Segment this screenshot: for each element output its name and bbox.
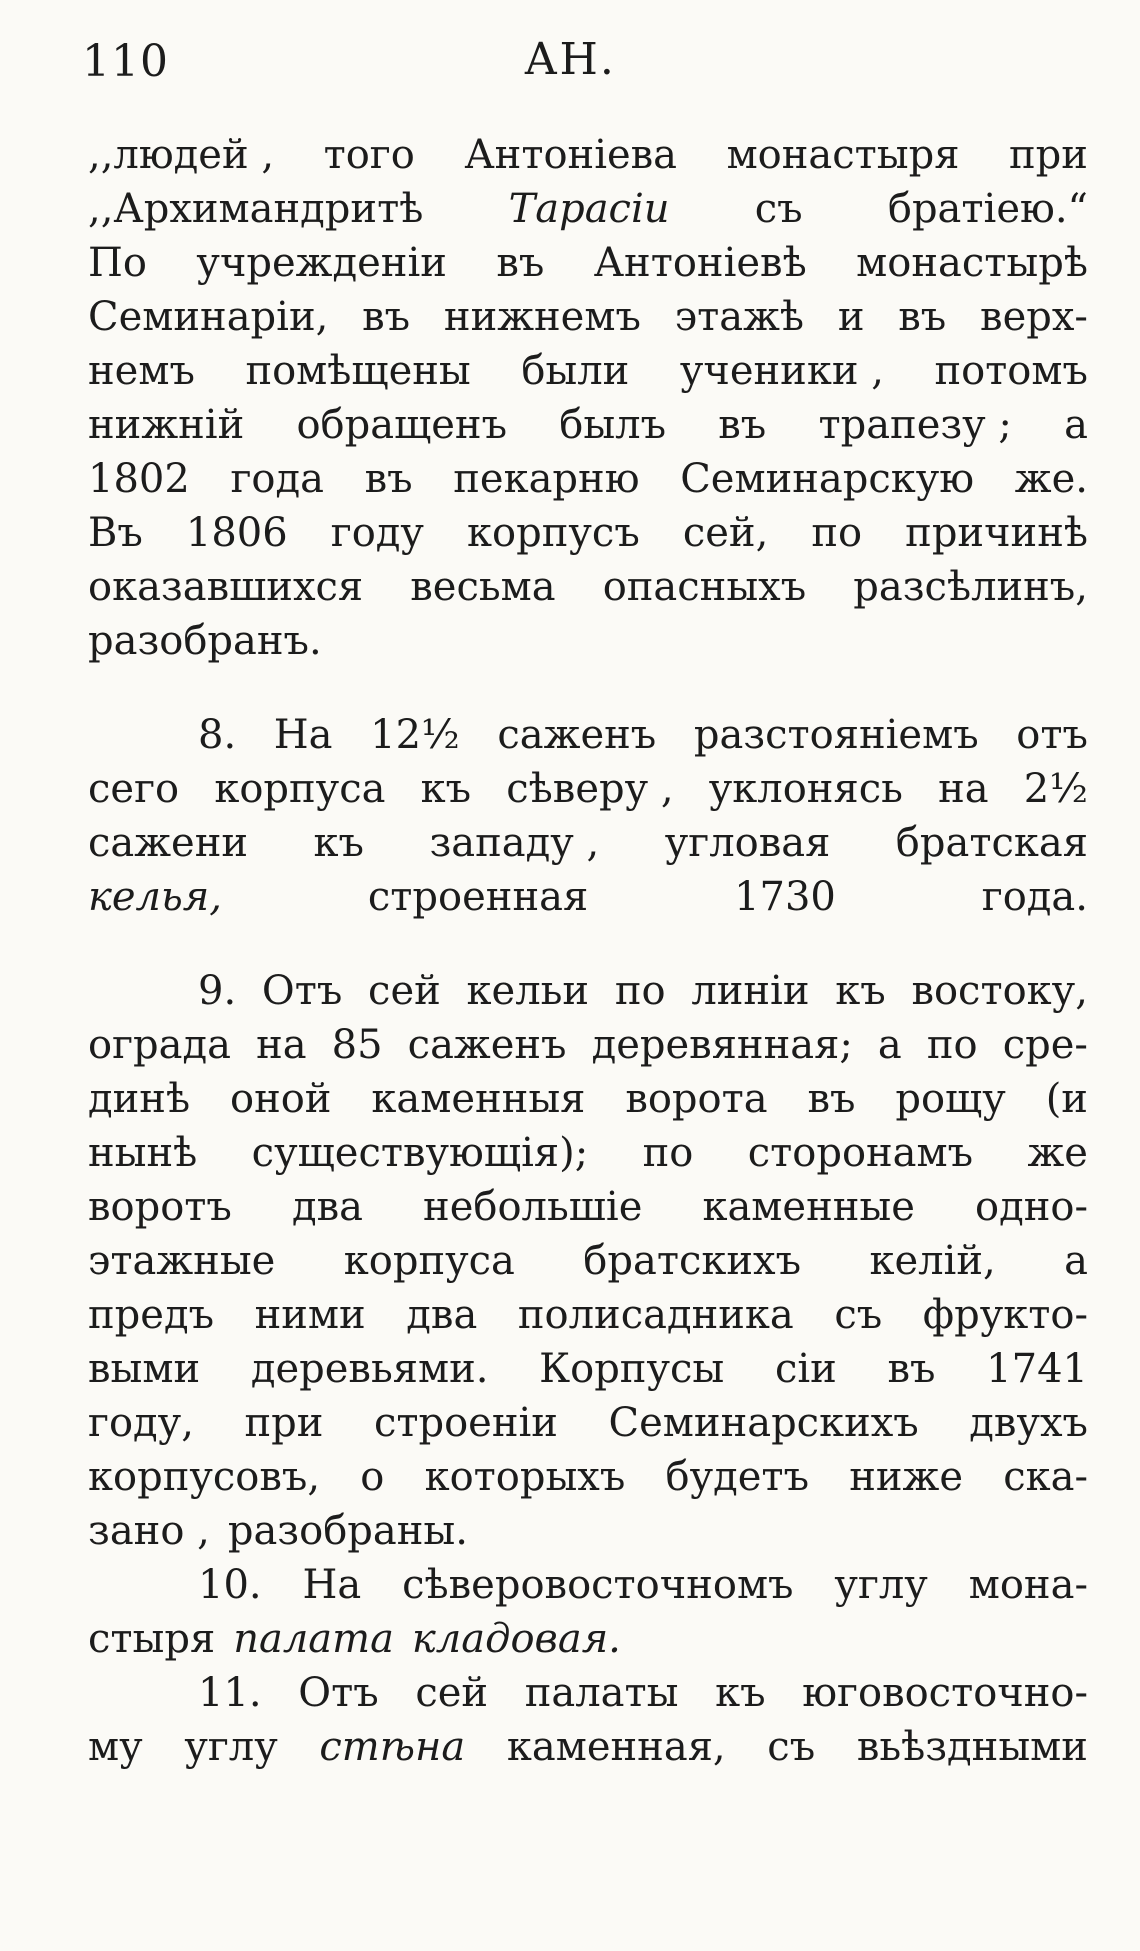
word: юговосточно- xyxy=(802,1670,1088,1716)
word: сей xyxy=(415,1670,489,1716)
text-line xyxy=(88,1072,1088,1126)
text-line xyxy=(88,964,1088,1018)
word: при xyxy=(244,1400,324,1446)
text-line xyxy=(88,1018,1088,1072)
text-line xyxy=(88,1234,1088,1288)
word: о xyxy=(360,1454,385,1500)
word: углу xyxy=(834,1562,928,1608)
word: учрежденіи xyxy=(196,240,447,286)
word: въ xyxy=(887,1346,936,1392)
word: деревьями. xyxy=(250,1346,489,1392)
word: обращенъ xyxy=(296,402,508,448)
word: сей xyxy=(368,968,441,1014)
word: На xyxy=(273,712,333,758)
word: при xyxy=(1009,132,1088,178)
word: палаты xyxy=(524,1670,679,1716)
word: Семинарскую xyxy=(680,456,975,502)
word: палата xyxy=(233,1616,394,1662)
word: нижній xyxy=(88,402,245,448)
text-line xyxy=(88,452,1088,506)
word: угловая xyxy=(664,820,831,866)
word: 1741 xyxy=(986,1346,1088,1392)
word: ними xyxy=(254,1292,366,1338)
word: 2½ xyxy=(1023,766,1088,812)
word: кладовая. xyxy=(411,1616,621,1662)
text-line xyxy=(88,816,1088,870)
word: фрукто- xyxy=(922,1292,1088,1338)
word: въ xyxy=(364,456,413,502)
word: съ xyxy=(834,1292,883,1338)
word: стыря xyxy=(88,1616,216,1662)
word: каменная, xyxy=(506,1724,726,1770)
word: Антоніевѣ xyxy=(593,240,807,286)
text-line xyxy=(88,128,1088,182)
text-line xyxy=(88,236,1088,290)
word: пекарню xyxy=(453,456,640,502)
word: братіею.“ xyxy=(887,186,1088,232)
paragraph xyxy=(88,708,1088,924)
word: оказавшихся xyxy=(88,564,364,610)
word: монастырѣ xyxy=(856,240,1088,286)
text-line xyxy=(88,708,1088,762)
word: въ xyxy=(362,294,411,340)
word: ученики , xyxy=(679,348,884,394)
word: причинѣ xyxy=(905,510,1088,556)
word: по xyxy=(811,510,863,556)
word: а xyxy=(877,1022,902,1068)
word: оной xyxy=(229,1076,332,1122)
word: съ xyxy=(767,1724,816,1770)
word: 85 xyxy=(331,1022,383,1068)
word: этажные xyxy=(88,1238,276,1284)
word: ограда xyxy=(88,1022,231,1068)
word: кельи xyxy=(466,968,590,1014)
word: въ xyxy=(898,294,947,340)
word: строенная xyxy=(367,874,589,920)
word: братскихъ xyxy=(583,1238,802,1284)
word: му xyxy=(88,1724,143,1770)
word: былъ xyxy=(559,402,667,448)
word: стѣна xyxy=(319,1724,466,1770)
word: Корпусы xyxy=(539,1346,725,1392)
word: западу , xyxy=(429,820,600,866)
word: ниже xyxy=(849,1454,964,1500)
word: въ xyxy=(807,1076,856,1122)
text-line xyxy=(88,1396,1088,1450)
word: сторонамъ xyxy=(747,1130,974,1176)
word: Отъ xyxy=(261,968,343,1014)
word: сажени xyxy=(88,820,249,866)
text-line xyxy=(88,870,1088,924)
word: этажѣ xyxy=(674,294,805,340)
word: а xyxy=(1064,402,1088,448)
word: динѣ xyxy=(88,1076,191,1122)
word: на xyxy=(256,1022,307,1068)
word: потомъ xyxy=(934,348,1088,394)
body-text xyxy=(88,128,1088,1774)
text-line xyxy=(88,1666,1088,1720)
paragraph xyxy=(88,1666,1088,1774)
word: зано , xyxy=(88,1508,210,1554)
text-line xyxy=(88,182,1088,236)
word: корпусовъ, xyxy=(88,1454,321,1500)
word: разсѣлинъ, xyxy=(853,564,1088,610)
word: каменные xyxy=(702,1184,915,1230)
word: были xyxy=(521,348,630,394)
word: выми xyxy=(88,1346,201,1392)
text-line xyxy=(88,614,1088,668)
word: келій, xyxy=(869,1238,996,1284)
word: которыхъ xyxy=(424,1454,626,1500)
word: воротъ xyxy=(88,1184,232,1230)
word: же. xyxy=(1014,456,1088,502)
word: Семинарскихъ xyxy=(608,1400,919,1446)
word: востоку, xyxy=(911,968,1088,1014)
word: Тарасіи xyxy=(508,186,670,232)
word: сего xyxy=(88,766,180,812)
word: года xyxy=(230,456,324,502)
word: верх- xyxy=(980,294,1088,340)
word: саженъ xyxy=(407,1022,567,1068)
word: одно- xyxy=(975,1184,1088,1230)
word: Семинаріи, xyxy=(88,294,329,340)
word: опасныхъ xyxy=(602,564,807,610)
word: году, xyxy=(88,1400,194,1446)
word: деревянная; xyxy=(591,1022,853,1068)
word: уклонясь xyxy=(708,766,903,812)
word: сей, xyxy=(682,510,769,556)
word: сре- xyxy=(1002,1022,1088,1068)
text-line xyxy=(88,762,1088,816)
word: По xyxy=(88,240,147,286)
text-line xyxy=(88,1450,1088,1504)
word: отъ xyxy=(1016,712,1088,758)
word: весьма xyxy=(410,564,556,610)
word: 10. xyxy=(198,1562,262,1608)
word: корпуса xyxy=(343,1238,515,1284)
word: будетъ xyxy=(665,1454,810,1500)
word: сѣверу , xyxy=(506,766,674,812)
word: 11. xyxy=(198,1670,262,1716)
word: полисадника xyxy=(517,1292,794,1338)
word: два xyxy=(291,1184,363,1230)
word: саженъ xyxy=(497,712,657,758)
word: два xyxy=(406,1292,478,1338)
word: углу xyxy=(184,1724,278,1770)
word: ,,Архимандритѣ xyxy=(88,186,424,232)
word: по xyxy=(926,1022,978,1068)
word: строеніи xyxy=(373,1400,558,1446)
word: ска- xyxy=(1003,1454,1088,1500)
text-line xyxy=(88,344,1088,398)
word: Антоніева xyxy=(464,132,678,178)
word: небольшіе xyxy=(423,1184,643,1230)
paragraph xyxy=(88,128,1088,668)
word: 8. xyxy=(198,712,237,758)
word: рощу xyxy=(895,1076,1006,1122)
word: года. xyxy=(981,874,1088,920)
word: (и xyxy=(1045,1076,1088,1122)
word: разобраны. xyxy=(227,1508,468,1554)
word: и xyxy=(837,294,865,340)
word: разобранъ. xyxy=(88,618,322,664)
word: ,,людей , xyxy=(88,132,275,178)
word: трапезу ; xyxy=(818,402,1012,448)
word: того xyxy=(323,132,415,178)
word: помѣщены xyxy=(245,348,471,394)
word: къ xyxy=(835,968,886,1014)
text-line xyxy=(88,1180,1088,1234)
word: разстояніемъ xyxy=(693,712,979,758)
word: мона- xyxy=(968,1562,1088,1608)
word: линіи xyxy=(691,968,810,1014)
text-line xyxy=(88,1504,1088,1558)
word: въ xyxy=(718,402,767,448)
word: предъ xyxy=(88,1292,215,1338)
text-line xyxy=(88,560,1088,614)
word: сѣверовосточномъ xyxy=(402,1562,794,1608)
text-line xyxy=(88,290,1088,344)
word: ворота xyxy=(625,1076,768,1122)
word: по xyxy=(614,968,666,1014)
word: 1806 xyxy=(185,510,288,556)
page-number: 110 xyxy=(82,36,169,87)
paragraph xyxy=(88,1558,1088,1666)
word: сіи xyxy=(774,1346,837,1392)
word: Въ xyxy=(88,510,143,556)
word: двухъ xyxy=(969,1400,1088,1446)
word: немъ xyxy=(88,348,195,394)
word: Отъ xyxy=(298,1670,379,1716)
word: корпуса xyxy=(214,766,386,812)
word: въ xyxy=(496,240,545,286)
word: съ xyxy=(754,186,803,232)
word: же xyxy=(1027,1130,1088,1176)
word: къ xyxy=(715,1670,766,1716)
word: году xyxy=(330,510,424,556)
text-line xyxy=(88,506,1088,560)
paragraph-gap xyxy=(88,924,1088,964)
word: келья, xyxy=(88,874,223,920)
text-line xyxy=(88,1342,1088,1396)
text-line xyxy=(88,1720,1088,1774)
text-line xyxy=(88,1126,1088,1180)
text-line xyxy=(88,1288,1088,1342)
word: 1802 xyxy=(88,456,190,502)
word: а xyxy=(1064,1238,1088,1284)
word: нынѣ xyxy=(88,1130,198,1176)
paragraph-gap xyxy=(88,668,1088,708)
word: вьѣздными xyxy=(856,1724,1088,1770)
word: на xyxy=(938,766,989,812)
running-head: АН. xyxy=(524,34,616,85)
word: 9. xyxy=(198,968,237,1014)
word: къ xyxy=(420,766,472,812)
word: къ xyxy=(313,820,364,866)
word: братская xyxy=(895,820,1088,866)
word: нижнемъ xyxy=(443,294,641,340)
word: каменныя xyxy=(371,1076,586,1122)
text-line xyxy=(88,1612,1088,1666)
word: На xyxy=(302,1562,362,1608)
word: монастыря xyxy=(726,132,960,178)
word: 1730 xyxy=(734,874,836,920)
text-line xyxy=(88,1558,1088,1612)
paragraph xyxy=(88,964,1088,1558)
word: по xyxy=(642,1130,694,1176)
word: существующія); xyxy=(251,1130,589,1176)
word: корпусъ xyxy=(467,510,640,556)
text-line xyxy=(88,398,1088,452)
word: 12½ xyxy=(370,712,460,758)
